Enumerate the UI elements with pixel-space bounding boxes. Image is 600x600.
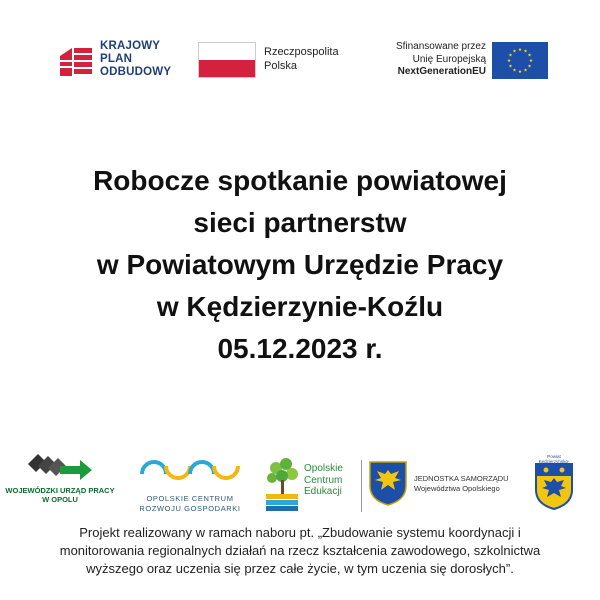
title-line-3: w Powiatowym Urzędzie Pracy <box>96 249 504 280</box>
oce-tree-icon <box>262 456 302 514</box>
eu-funding-text <box>366 41 486 79</box>
oce-line-2: Centrum <box>304 474 343 486</box>
kpo-line-1: KRAJOWY <box>100 40 161 52</box>
eu-flag-icon <box>492 42 548 79</box>
js-line-1: JEDNOSTKA SAMORZĄDU <box>414 474 509 483</box>
footer-line-2: monitorowania regionalnych działań na rzecz kształcenia zawodowego, szkolnictwa <box>59 543 541 558</box>
js-line-2: Województwa Opolskiego <box>414 484 500 493</box>
wup-logo-text <box>2 486 118 504</box>
footer-line-1: Projekt realizowany w ramach naboru pt. „Zbudowanie systemu koordynacji i <box>79 525 521 540</box>
ocrg-logo-icon <box>138 452 242 488</box>
js-logo-text <box>414 474 509 494</box>
kpo-line-2: PLAN <box>100 53 133 65</box>
title-line-1: Robocze spotkanie powiatowej <box>93 165 507 196</box>
opole-eagle-crest-icon <box>368 460 408 506</box>
title-line-4: w Kędzierzynie-Koźlu <box>156 291 444 322</box>
project-footer-note <box>6 524 594 578</box>
oce-line-1: Opolskie <box>304 463 343 474</box>
kk-coat-of-arms-icon <box>534 462 574 510</box>
kpo-logo-icon <box>58 42 94 78</box>
ocrg-line-2: ROZWOJU GOSPODARKI <box>139 503 241 513</box>
kpo-logo-text <box>100 40 171 79</box>
event-title <box>20 160 580 370</box>
wup-line-2: W OPOLU <box>42 495 78 504</box>
rp-line-2: Polska <box>264 60 298 72</box>
oce-line-3: Edukacji <box>304 486 342 497</box>
ocrg-line-1: OPOLSKIE CENTRUM <box>146 494 234 503</box>
ocrg-logo-text <box>132 494 248 513</box>
wup-line-1: WOJEWÓDZKI URZĄD PRACY <box>5 486 115 495</box>
wup-logo-icon <box>24 452 94 484</box>
poland-flag-icon <box>198 42 256 78</box>
logo-divider <box>361 460 362 512</box>
rp-logo-text <box>264 45 339 73</box>
eu-line-1: Sfinansowane przez <box>395 41 486 52</box>
rp-line-1: Rzeczpospolita <box>264 46 339 58</box>
event-date: 05.12.2023 r. <box>217 333 383 364</box>
title-line-2: sieci partnerstw <box>193 207 407 238</box>
oce-logo-text <box>304 463 343 498</box>
kpo-line-3: ODBUDOWY <box>100 66 172 78</box>
eu-line-3: NextGenerationEU <box>397 66 486 77</box>
eu-line-2: Unię Europejską <box>412 53 486 65</box>
footer-line-3: wyższego oraz uczenia się przez całe życie, w tym uczenia się dorosłych”. <box>86 561 514 576</box>
kk-logo-label: Powiat Kędzierzyńsko- <box>538 454 570 464</box>
